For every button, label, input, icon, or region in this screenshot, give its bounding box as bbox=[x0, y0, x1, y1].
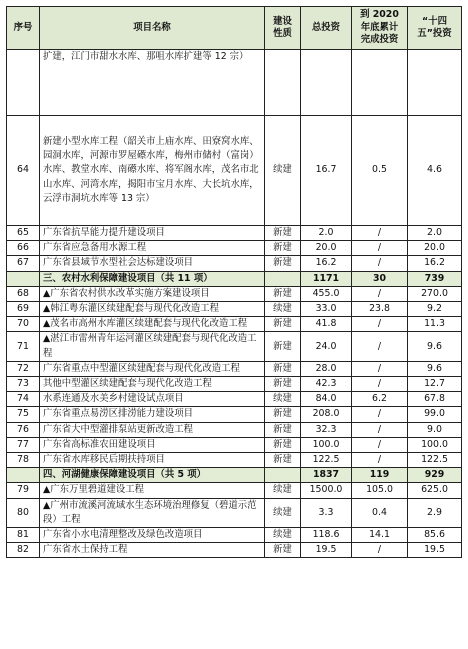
cell-done: / bbox=[352, 256, 408, 271]
cell-type: 续建 bbox=[265, 116, 301, 226]
cell-no: 81 bbox=[7, 528, 40, 543]
cell-total: 208.0 bbox=[301, 407, 352, 422]
cell-no: 74 bbox=[7, 392, 40, 407]
cell-plan: 739 bbox=[408, 271, 462, 286]
cell-done: 0.4 bbox=[352, 498, 408, 527]
cell-name: ▲茂名市高州水库灌区续建配套与现代化改造工程 bbox=[40, 317, 265, 332]
cell-plan: 20.0 bbox=[408, 241, 462, 256]
cell-no: 66 bbox=[7, 241, 40, 256]
cell-plan: 16.2 bbox=[408, 256, 462, 271]
cell-name: ▲广东省农村供水改革实施方案建设项目 bbox=[40, 286, 265, 301]
cell-done: 14.1 bbox=[352, 528, 408, 543]
cell-plan: 2.0 bbox=[408, 226, 462, 241]
cell-done: 119 bbox=[352, 468, 408, 483]
table-row bbox=[7, 256, 462, 271]
section-row bbox=[7, 468, 462, 483]
cell-no: 67 bbox=[7, 256, 40, 271]
table-row bbox=[7, 422, 462, 437]
header-row bbox=[7, 7, 462, 50]
cell-total: 41.8 bbox=[301, 317, 352, 332]
cell-done: 23.8 bbox=[352, 302, 408, 317]
cell-plan: 12.7 bbox=[408, 377, 462, 392]
investment-table bbox=[6, 6, 462, 558]
cell-plan: 11.3 bbox=[408, 317, 462, 332]
table-row bbox=[7, 392, 462, 407]
cell-total bbox=[301, 50, 352, 116]
cell-no: 70 bbox=[7, 317, 40, 332]
cell-type bbox=[265, 271, 301, 286]
investment-table-container bbox=[6, 6, 461, 558]
table-row bbox=[7, 361, 462, 376]
cell-name: 广东省应急备用水源工程 bbox=[40, 241, 265, 256]
header-type bbox=[265, 7, 301, 50]
cell-total: 19.5 bbox=[301, 543, 352, 558]
cell-done: / bbox=[352, 332, 408, 361]
cell-name: 三、农村水利保障建设项目（共 11 项） bbox=[40, 271, 265, 286]
table-row bbox=[7, 302, 462, 317]
cell-total: 455.0 bbox=[301, 286, 352, 301]
cell-no bbox=[7, 271, 40, 286]
cell-type: 新建 bbox=[265, 361, 301, 376]
cell-done bbox=[352, 50, 408, 116]
table-row bbox=[7, 453, 462, 468]
cell-plan: 270.0 bbox=[408, 286, 462, 301]
cell-no: 72 bbox=[7, 361, 40, 376]
cell-plan: 9.6 bbox=[408, 361, 462, 376]
cell-plan: 19.5 bbox=[408, 543, 462, 558]
table-row bbox=[7, 528, 462, 543]
table-row bbox=[7, 407, 462, 422]
cell-done: / bbox=[352, 317, 408, 332]
cell-name: 广东省水土保持工程 bbox=[40, 543, 265, 558]
cell-name: ▲广州市流溪河流域水生态环境治理修复（碧道示范段）工程 bbox=[40, 498, 265, 527]
cell-no: 64 bbox=[7, 116, 40, 226]
cell-type: 续建 bbox=[265, 392, 301, 407]
cell-name: 广东省高标准农田建设项目 bbox=[40, 437, 265, 452]
cell-done: / bbox=[352, 241, 408, 256]
cell-no: 65 bbox=[7, 226, 40, 241]
cell-name: ▲湛江市雷州青年运河灌区续建配套与现代化改造工程 bbox=[40, 332, 265, 361]
cell-done: / bbox=[352, 226, 408, 241]
cell-type bbox=[265, 50, 301, 116]
cell-type: 新建 bbox=[265, 226, 301, 241]
cell-name: 广东省重点易涝区排涝能力建设项目 bbox=[40, 407, 265, 422]
cell-total: 118.6 bbox=[301, 528, 352, 543]
cell-total: 42.3 bbox=[301, 377, 352, 392]
cell-done: / bbox=[352, 453, 408, 468]
cell-name: 扩建，江门市甜水水库、那咀水库扩建等 12 宗） bbox=[40, 50, 265, 116]
cell-total: 33.0 bbox=[301, 302, 352, 317]
table-row bbox=[7, 317, 462, 332]
cell-no: 71 bbox=[7, 332, 40, 361]
cell-name: 广东省重点中型灌区续建配套与现代化改造工程 bbox=[40, 361, 265, 376]
cell-type: 新建 bbox=[265, 377, 301, 392]
cell-done: / bbox=[352, 377, 408, 392]
table-row bbox=[7, 498, 462, 527]
cell-total: 32.3 bbox=[301, 422, 352, 437]
cell-total: 122.5 bbox=[301, 453, 352, 468]
table-row bbox=[7, 483, 462, 498]
cell-done: 0.5 bbox=[352, 116, 408, 226]
cell-name: 广东省大中型灌排泵站更新改造工程 bbox=[40, 422, 265, 437]
header-plan-label: “十四 五”投资 bbox=[417, 15, 452, 39]
cell-total: 1837 bbox=[301, 468, 352, 483]
cell-done: / bbox=[352, 361, 408, 376]
cell-plan: 99.0 bbox=[408, 407, 462, 422]
cell-no: 73 bbox=[7, 377, 40, 392]
cell-type: 新建 bbox=[265, 332, 301, 361]
cell-total: 3.3 bbox=[301, 498, 352, 527]
cell-done: / bbox=[352, 286, 408, 301]
cell-done: 30 bbox=[352, 271, 408, 286]
cell-plan: 122.5 bbox=[408, 453, 462, 468]
header-done bbox=[352, 7, 408, 50]
cell-type: 新建 bbox=[265, 286, 301, 301]
header-plan bbox=[408, 7, 462, 50]
cell-plan: 2.9 bbox=[408, 498, 462, 527]
cell-total: 100.0 bbox=[301, 437, 352, 452]
cell-name: 广东省小水电清理整改及绿色改造项目 bbox=[40, 528, 265, 543]
cell-no bbox=[7, 468, 40, 483]
cell-no: 80 bbox=[7, 498, 40, 527]
cell-type: 新建 bbox=[265, 241, 301, 256]
cell-done: / bbox=[352, 422, 408, 437]
cell-name: 新建小型水库工程（韶关市上庙水库、田寮窝水库、园洞水库，河源市罗屋礤水库，梅州市储村（富岗）水库、教堂水库、南礤水库、将军阁水库，茂名市北山水库、河湾水库，揭阳市宝月水库、大长坑水库，云浮市洞坑水库等 13 宗） bbox=[40, 116, 265, 226]
cell-done: / bbox=[352, 437, 408, 452]
cell-no: 82 bbox=[7, 543, 40, 558]
cell-plan: 625.0 bbox=[408, 483, 462, 498]
cell-no: 68 bbox=[7, 286, 40, 301]
cell-type: 新建 bbox=[265, 317, 301, 332]
cell-plan: 929 bbox=[408, 468, 462, 483]
cell-type: 新建 bbox=[265, 543, 301, 558]
cell-total: 1171 bbox=[301, 271, 352, 286]
cell-no: 78 bbox=[7, 453, 40, 468]
header-type-label: 建设 性质 bbox=[273, 15, 292, 39]
cell-total: 28.0 bbox=[301, 361, 352, 376]
table-row bbox=[7, 286, 462, 301]
table-row bbox=[7, 332, 462, 361]
cell-name: 广东省水库移民后期扶持项目 bbox=[40, 453, 265, 468]
section-row bbox=[7, 271, 462, 286]
header-name: 项目名称 bbox=[40, 7, 265, 50]
cell-total: 2.0 bbox=[301, 226, 352, 241]
header-done-label: 到 2020 年底累计 完成投资 bbox=[360, 9, 399, 46]
table-row bbox=[7, 241, 462, 256]
cell-type: 续建 bbox=[265, 302, 301, 317]
header-total: 总投资 bbox=[301, 7, 352, 50]
cell-done: 105.0 bbox=[352, 483, 408, 498]
cell-total: 24.0 bbox=[301, 332, 352, 361]
cell-type: 新建 bbox=[265, 453, 301, 468]
cell-no: 76 bbox=[7, 422, 40, 437]
cell-name: 广东省抗旱能力提升建设项目 bbox=[40, 226, 265, 241]
cell-done: / bbox=[352, 543, 408, 558]
table-row bbox=[7, 543, 462, 558]
cell-plan: 9.2 bbox=[408, 302, 462, 317]
cell-total: 1500.0 bbox=[301, 483, 352, 498]
cell-name: 其他中型灌区续建配套与现代化改造工程 bbox=[40, 377, 265, 392]
table-row bbox=[7, 50, 462, 116]
cell-type: 新建 bbox=[265, 407, 301, 422]
cell-no: 69 bbox=[7, 302, 40, 317]
cell-name: 四、河湖健康保障建设项目（共 5 项） bbox=[40, 468, 265, 483]
table-row bbox=[7, 116, 462, 226]
cell-type: 续建 bbox=[265, 498, 301, 527]
cell-no bbox=[7, 50, 40, 116]
cell-name: 广东省县域节水型社会达标建设项目 bbox=[40, 256, 265, 271]
cell-name: 水系连通及水美乡村建设试点项目 bbox=[40, 392, 265, 407]
cell-plan: 4.6 bbox=[408, 116, 462, 226]
cell-plan: 85.6 bbox=[408, 528, 462, 543]
table-body bbox=[7, 50, 462, 558]
cell-no: 75 bbox=[7, 407, 40, 422]
cell-no: 77 bbox=[7, 437, 40, 452]
cell-plan: 100.0 bbox=[408, 437, 462, 452]
cell-total: 20.0 bbox=[301, 241, 352, 256]
cell-type: 新建 bbox=[265, 422, 301, 437]
cell-plan: 67.8 bbox=[408, 392, 462, 407]
cell-total: 84.0 bbox=[301, 392, 352, 407]
cell-type: 续建 bbox=[265, 483, 301, 498]
header-no: 序号 bbox=[7, 7, 40, 50]
table-row bbox=[7, 226, 462, 241]
cell-total: 16.7 bbox=[301, 116, 352, 226]
cell-done: / bbox=[352, 407, 408, 422]
cell-type: 续建 bbox=[265, 528, 301, 543]
cell-type: 新建 bbox=[265, 437, 301, 452]
cell-name: ▲韩江粤东灌区续建配套与现代化改造工程 bbox=[40, 302, 265, 317]
cell-total: 16.2 bbox=[301, 256, 352, 271]
cell-name: ▲广东万里碧道建设工程 bbox=[40, 483, 265, 498]
table-row bbox=[7, 377, 462, 392]
table-row bbox=[7, 437, 462, 452]
cell-plan bbox=[408, 50, 462, 116]
cell-done: 6.2 bbox=[352, 392, 408, 407]
cell-type bbox=[265, 468, 301, 483]
cell-type: 新建 bbox=[265, 256, 301, 271]
cell-no: 79 bbox=[7, 483, 40, 498]
cell-plan: 9.0 bbox=[408, 422, 462, 437]
cell-plan: 9.6 bbox=[408, 332, 462, 361]
